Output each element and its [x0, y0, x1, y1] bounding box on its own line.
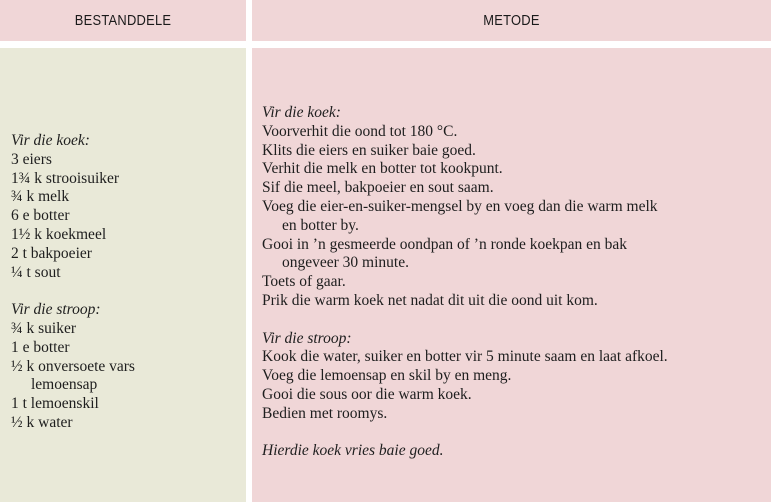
ingredient-item: ½ k water: [11, 413, 73, 431]
method-note: Hierdie koek vries baie goed.: [262, 442, 444, 460]
ingredients-header-cell: [0, 0, 246, 41]
method-step: Gooi in ’n gesmeerde oondpan of ’n ronde koekpan en bak: [262, 235, 627, 253]
method-syrup-heading: Vir die stroop:: [262, 329, 352, 347]
method-header: METODE: [483, 12, 540, 29]
ingredients-syrup-heading: Vir die stroop:: [11, 301, 101, 319]
method-step-continuation: en botter by.: [282, 216, 359, 234]
method-step: Voeg die lemoensap en skil by en meng.: [262, 367, 512, 385]
method-list: [262, 104, 767, 461]
method-step: Kook die water, suiker en botter vir 5 minute saam en laat afkoel.: [262, 348, 668, 366]
method-step: Voorverhit die oond tot 180 °C.: [262, 122, 458, 140]
ingredients-list: [11, 132, 243, 433]
method-step: Sif die meel, bakpoeier en sout saam.: [262, 179, 494, 197]
method-step: Verhit die melk en botter tot kookpunt.: [262, 160, 503, 178]
method-step: Bedien met roomys.: [262, 404, 388, 422]
ingredient-item: ½ k onversoete vars: [11, 357, 135, 375]
ingredient-item: ¾ k suiker: [11, 319, 77, 337]
method-step: Klits die eiers en suiker baie goed.: [262, 141, 476, 159]
method-step: Toets of gaar.: [262, 273, 346, 291]
method-step: Gooi die sous oor die warm koek.: [262, 385, 472, 403]
method-step: Voeg die eier-en-suiker-mengsel by en voeg dan die warm melk: [262, 197, 658, 215]
method-header-cell: [252, 0, 771, 41]
ingredient-item: 1 e botter: [11, 338, 70, 356]
method-cake-heading: Vir die koek:: [262, 104, 341, 121]
ingredients-header: BESTANDDELE: [74, 12, 172, 29]
ingredient-item: ¾ k melk: [11, 188, 70, 206]
ingredient-item: 1½ k koekmeel: [11, 225, 107, 243]
ingredient-item-continuation: lemoensap: [31, 376, 98, 394]
ingredients-cell: [0, 48, 246, 502]
method-step: Prik die warm koek net nadat dit uit die oond uit kom.: [262, 291, 598, 309]
spacer: [262, 424, 767, 443]
method-cell: [252, 48, 771, 502]
ingredient-item: 3 eiers: [11, 150, 52, 168]
ingredient-item: 1 t lemoenskil: [11, 395, 99, 413]
spacer: [11, 282, 243, 301]
ingredient-item: 2 t bakpoeier: [11, 244, 92, 262]
spacer: [262, 311, 767, 330]
ingredients-cake-heading: Vir die koek:: [11, 132, 90, 149]
ingredient-item: ¼ t sout: [11, 263, 61, 281]
method-step-continuation: ongeveer 30 minute.: [282, 254, 409, 272]
ingredient-item: 6 e botter: [11, 207, 70, 225]
ingredient-item: 1¾ k strooisuiker: [11, 169, 120, 187]
